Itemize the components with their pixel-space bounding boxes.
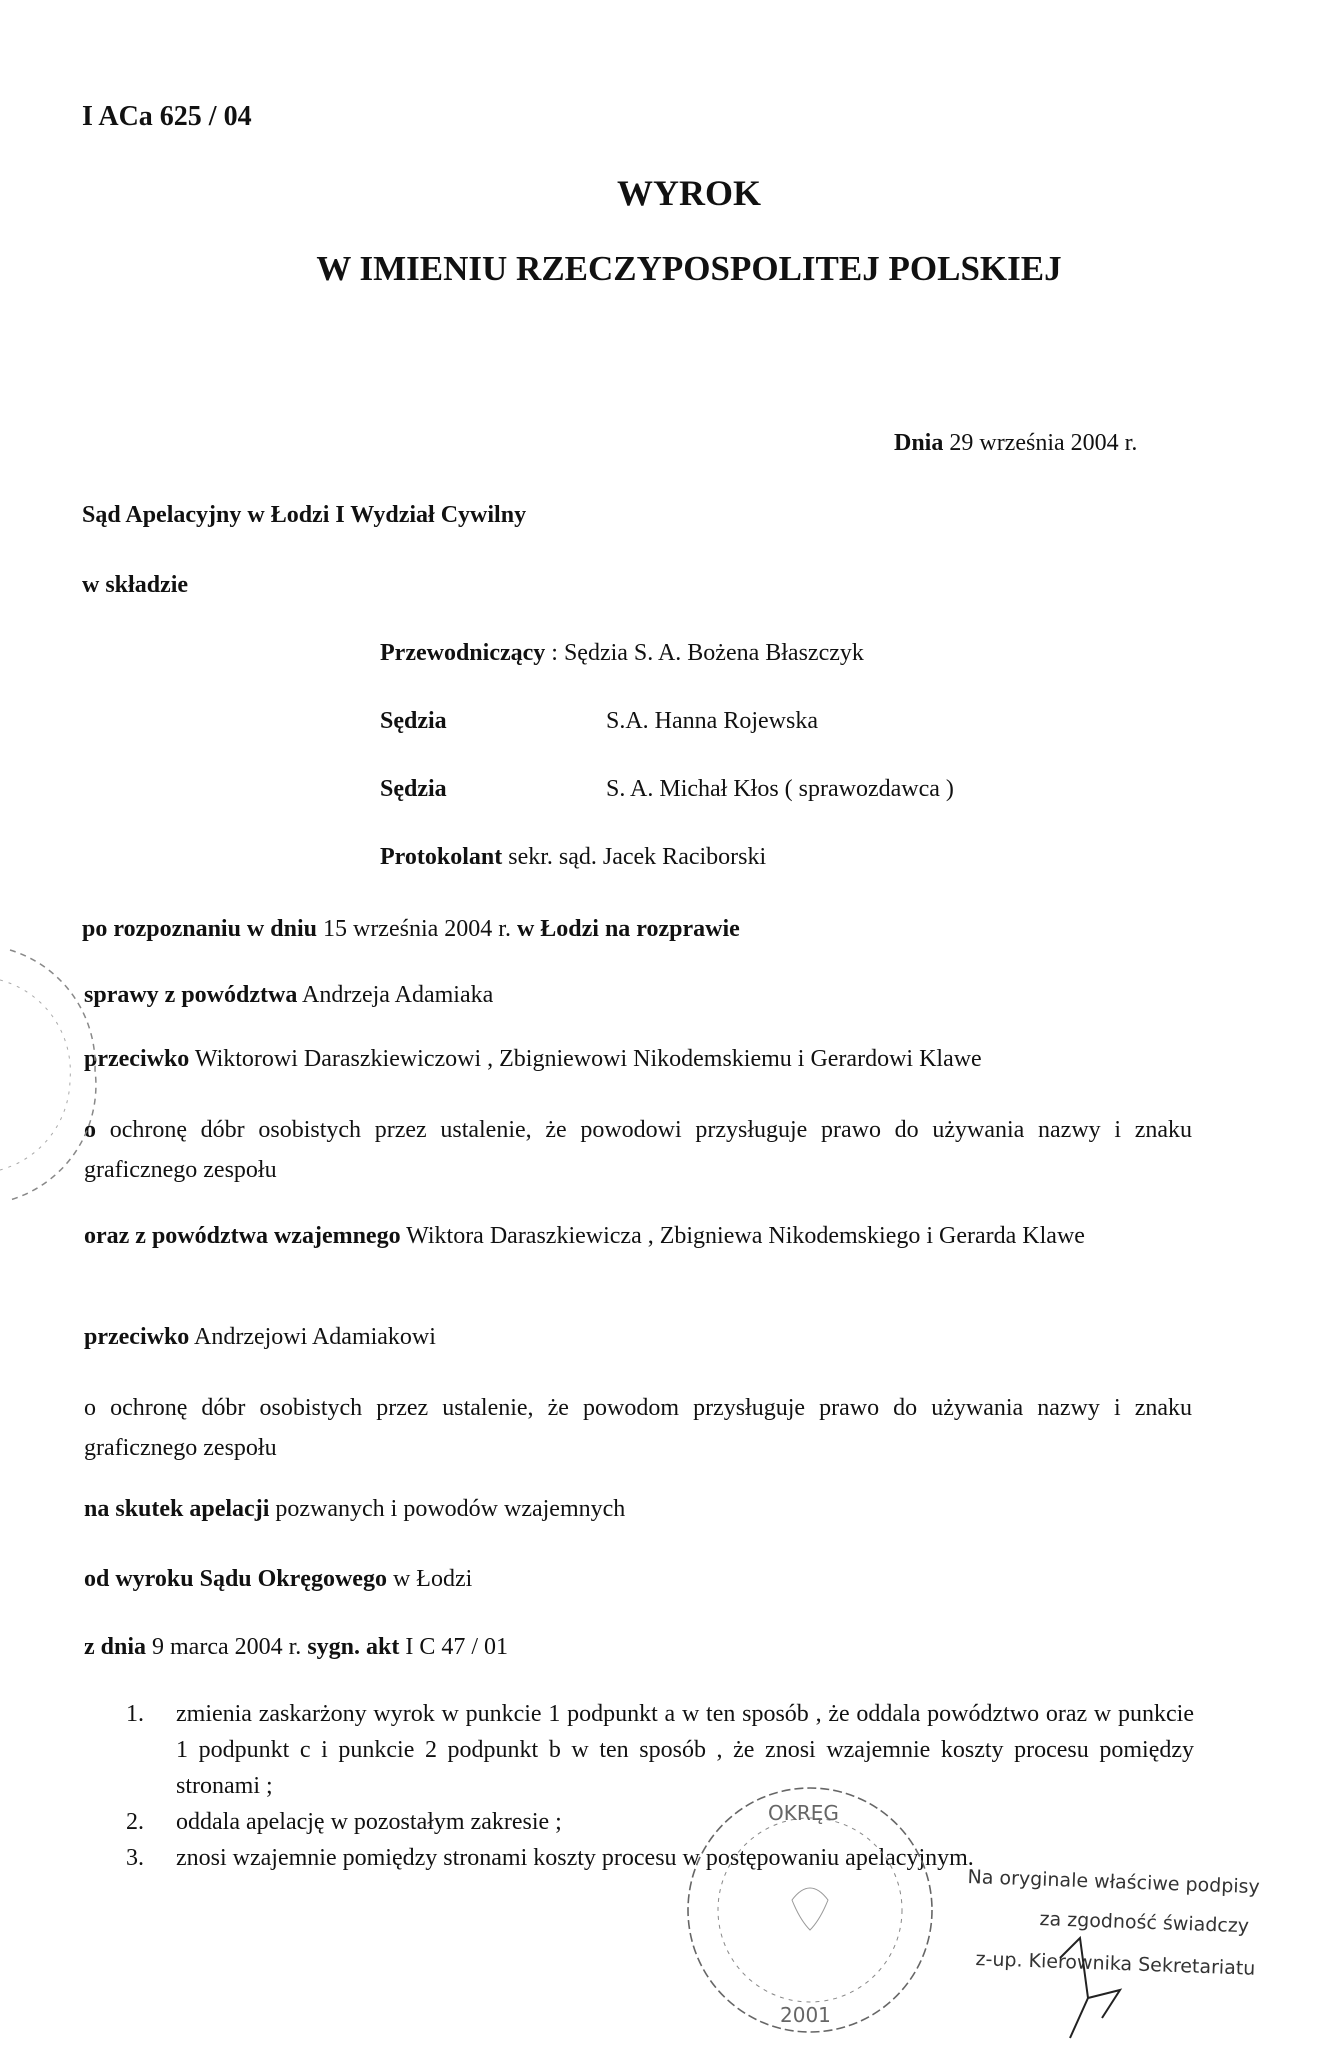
signature-label: sygn. akt bbox=[307, 1634, 400, 1660]
ruling-number: 1. bbox=[126, 1701, 144, 1727]
ruling-item bbox=[118, 1696, 1194, 1804]
case-number: I ACa 625 / 04 bbox=[82, 101, 252, 132]
handwritten-signature bbox=[1040, 1928, 1160, 2048]
judgment-date bbox=[894, 430, 1137, 457]
counter-against-label: przeciwko bbox=[84, 1324, 190, 1350]
composition-label: w składzie bbox=[82, 572, 189, 598]
judgment-reference bbox=[84, 1634, 508, 1661]
recorder-name: sekr. sąd. Jacek Raciborski bbox=[502, 844, 767, 870]
from-judgment-line bbox=[84, 1566, 472, 1593]
court-name: Sąd Apelacyjny w Łodzi I Wydział Cywilny bbox=[82, 502, 527, 528]
panel-role: Przewodniczący bbox=[380, 640, 546, 666]
panel-name: S. A. Michał Kłos ( sprawozdawca ) bbox=[606, 776, 954, 802]
signature-value: I C 47 / 01 bbox=[399, 1634, 509, 1660]
partial-stamp-left bbox=[0, 940, 120, 1240]
date-label: Dnia bbox=[894, 430, 944, 456]
from-judgment-label: od wyroku Sądu Okręgowego bbox=[84, 1566, 387, 1592]
from-judgment-place: w Łodzi bbox=[386, 1566, 473, 1592]
hearing-place: w Łodzi na rozprawie bbox=[516, 916, 740, 942]
against-line bbox=[84, 1046, 982, 1073]
appeal-by: pozwanych i powodów wzajemnych bbox=[269, 1496, 626, 1522]
panel-name: S.A. Hanna Rojewska bbox=[606, 708, 818, 734]
panel-separator: : bbox=[545, 640, 564, 666]
ruling-number: 2. bbox=[126, 1809, 144, 1835]
recorder-label: Protokolant bbox=[380, 844, 503, 870]
certification-line: Na oryginale właściwe podpisy bbox=[967, 1866, 1261, 1899]
court-seal-stamp bbox=[680, 1780, 940, 2040]
certification-line: za zgodność świadczy bbox=[1039, 1908, 1250, 1938]
against-label: przeciwko bbox=[84, 1046, 190, 1072]
panel-name: Sędzia S. A. Bożena Błaszczyk bbox=[563, 640, 864, 666]
claim-line bbox=[84, 982, 493, 1009]
ruling-number: 3. bbox=[126, 1845, 144, 1871]
document-subtitle: W IMIENIU RZECZYPOSPOLITEJ POLSKIEJ bbox=[316, 249, 1062, 288]
ruling-text: oddala apelację w pozostałym zakresie ; bbox=[176, 1809, 562, 1835]
recorder bbox=[380, 844, 766, 871]
counterclaim-line bbox=[84, 1216, 1192, 1256]
counter-against-line bbox=[84, 1324, 436, 1351]
certification-line: z-up. Kierownika Sekretariatu bbox=[975, 1948, 1256, 1980]
claimant-name: Andrzeja Adamiaka bbox=[297, 982, 494, 1008]
panel-role: Sędzia bbox=[380, 708, 447, 734]
panel-role: Sędzia bbox=[380, 776, 447, 802]
subject-text: ochronę dóbr osobistych przez ustalenie, że powodowi przysługuje prawo do używania nazwy i znaku graficznego zespołu bbox=[84, 1117, 1192, 1183]
hearing-date: 15 września 2004 r. bbox=[316, 916, 517, 942]
ruling-item bbox=[118, 1804, 1194, 1840]
claim-subject bbox=[84, 1110, 1192, 1190]
ruling-text: zmienia zaskarżony wyrok w punkcie 1 podpunkt a w ten sposób , że oddala powództwo oraz w punkcie 1 podpunkt c i punkcie 2 podpunkt b w ten sposób , że znosi wzajemnie koszty procesu pomiędzy stronami ; bbox=[176, 1701, 1194, 1799]
subject-label: o bbox=[84, 1117, 96, 1143]
document-title: WYROK bbox=[617, 173, 761, 213]
stamp-year: 2001 bbox=[780, 2003, 831, 2027]
counterclaimants: Wiktora Daraszkiewicza , Zbigniewa Nikodemskiego i Gerarda Klawe bbox=[400, 1223, 1085, 1249]
date-value: 29 września 2004 r. bbox=[949, 430, 1138, 456]
appeal-label: na skutek apelacji bbox=[84, 1496, 270, 1522]
rulings-list bbox=[118, 1696, 1194, 1876]
appeal-line bbox=[84, 1496, 625, 1523]
hearing-label: po rozpoznaniu w dniu bbox=[82, 916, 317, 942]
counterclaim-subject: o ochronę dóbr osobistych przez ustalenie, że powodom przysługuje prawo do używania nazwy i znaku graficznego zespołu bbox=[84, 1395, 1192, 1461]
stamp-text: OKRĘG bbox=[768, 1801, 839, 1825]
ruling-text: znosi wzajemnie pomiędzy stronami koszty procesu w postępowaniu apelacyjnym. bbox=[176, 1845, 974, 1871]
defendants: Wiktorowi Daraszkiewiczowi , Zbigniewowi Nikodemskiemu i Gerardowi Klawe bbox=[189, 1046, 982, 1072]
counter-defendant: Andrzejowi Adamiakowi bbox=[189, 1324, 436, 1350]
panel-chair bbox=[380, 640, 864, 667]
judgment-date-label: z dnia bbox=[84, 1634, 147, 1660]
claim-label: sprawy z powództwa bbox=[84, 982, 298, 1008]
judgment-date-value: 9 marca 2004 r. bbox=[146, 1634, 308, 1660]
counterclaim-label: oraz z powództwa wzajemnego bbox=[84, 1223, 401, 1249]
hearing-line bbox=[82, 916, 740, 943]
